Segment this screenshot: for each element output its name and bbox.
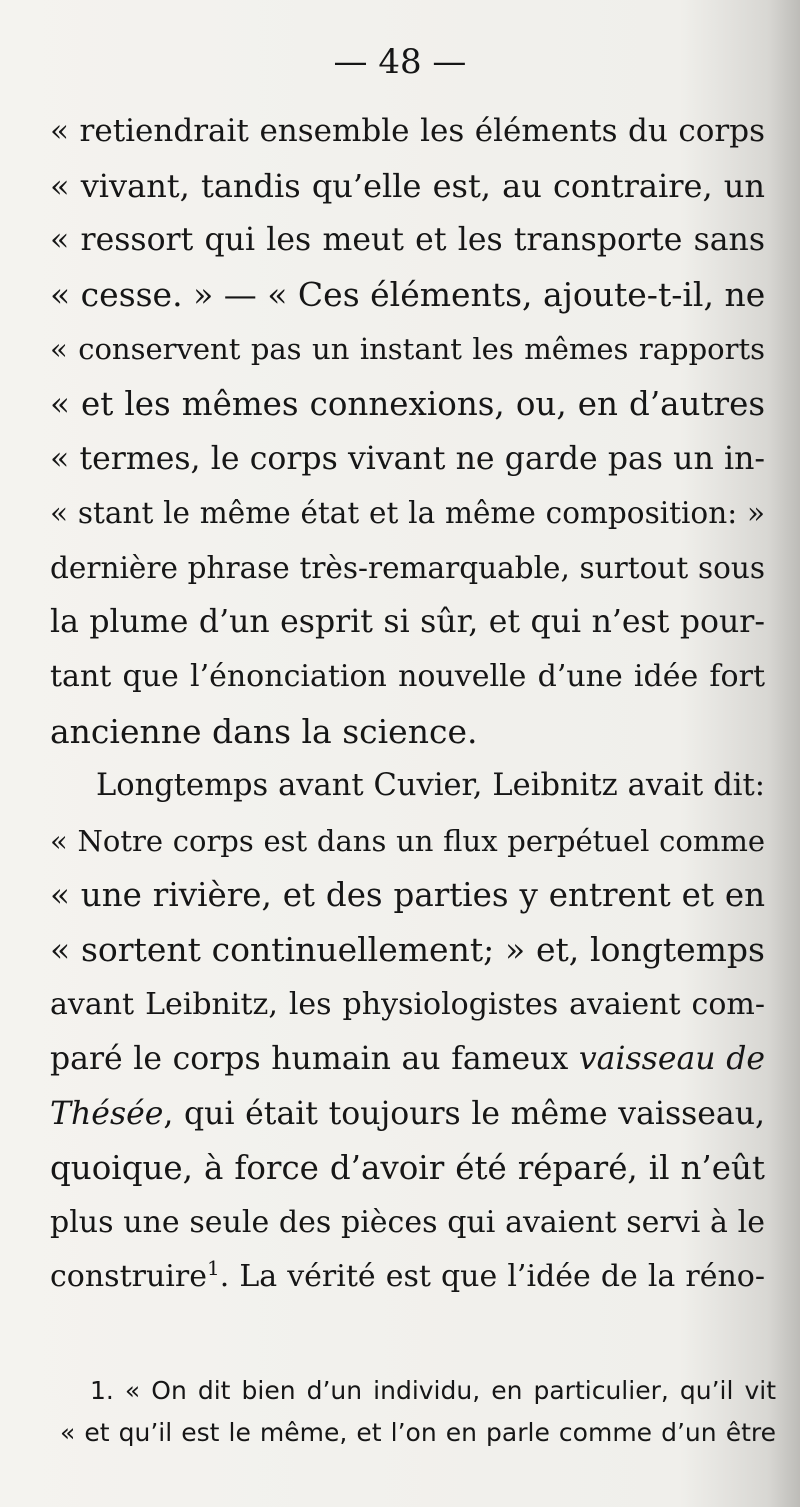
italic-term: vaisseau de [578, 1041, 765, 1078]
italic-term: Thésée [50, 1095, 164, 1132]
text-line: « vivant, tandis qu’elle est, au contraire, un [50, 166, 765, 205]
footnote-line [86, 1370, 776, 1412]
text-line: « cesse. » — « Ces éléments, ajoute-t-il, ne [50, 274, 766, 314]
text-segment: paré le corps humain au fameux [50, 1041, 569, 1078]
text-line: « et les mêmes connexions, ou, en d’autres [50, 384, 765, 423]
text-segment: . La vérité est que l’idée de la réno- [219, 1259, 765, 1295]
text-line: ancienne dans la science. [50, 711, 478, 751]
text-line: plus une seule des pièces qui avaient servi à le [50, 1204, 765, 1240]
text-line: « Notre corps est dans un flux perpétuel comme [50, 823, 765, 858]
text-line: « une rivière, et des parties y entrent et en [50, 876, 765, 915]
footnote-reference: 1 [207, 1256, 220, 1281]
footnote-line: « et qu’il est le même, et l’on en parle comme d’un être [60, 1418, 776, 1447]
footnote-marker: 1. [90, 1376, 114, 1405]
text-line: « retiendrait ensemble les éléments du corps [50, 113, 765, 149]
text-line: « conservent pas un instant les mêmes rapports [50, 332, 765, 367]
text-line: dernière phrase très-remarquable, surtout sous [50, 550, 765, 585]
text-line: quoique, à force d’avoir été réparé, il n’eût [50, 1149, 765, 1188]
text-line: tant que l’énonciation nouvelle d’une idée fort [50, 658, 765, 694]
text-line [50, 1250, 765, 1305]
text-segment: construire [50, 1259, 207, 1295]
footnote [60, 1370, 776, 1454]
text-segment: , qui était toujours le même vaisseau, [163, 1095, 765, 1132]
page-number: — 48 — [333, 42, 467, 82]
text-line: « stant le même état et la même composition: » [50, 496, 765, 531]
body-text [50, 104, 765, 1305]
footnote-text: « On dit bien d’un individu, en particulier, qu’il vit [124, 1376, 776, 1405]
text-line: avant Leibnitz, les physiologistes avaient com- [50, 986, 765, 1022]
paragraph-start-line: Longtemps avant Cuvier, Leibnitz avait dit: [96, 768, 765, 804]
text-line [50, 1087, 765, 1142]
text-line: « sortent continuellement; » et, longtemps [50, 929, 765, 969]
text-line: « ressort qui les meut et les transporte sans [50, 222, 765, 259]
text-line [50, 1032, 765, 1087]
text-line: « termes, le corps vivant ne garde pas un in- [50, 440, 765, 477]
text-line: la plume d’un esprit si sûr, et qui n’est pour- [50, 604, 765, 641]
